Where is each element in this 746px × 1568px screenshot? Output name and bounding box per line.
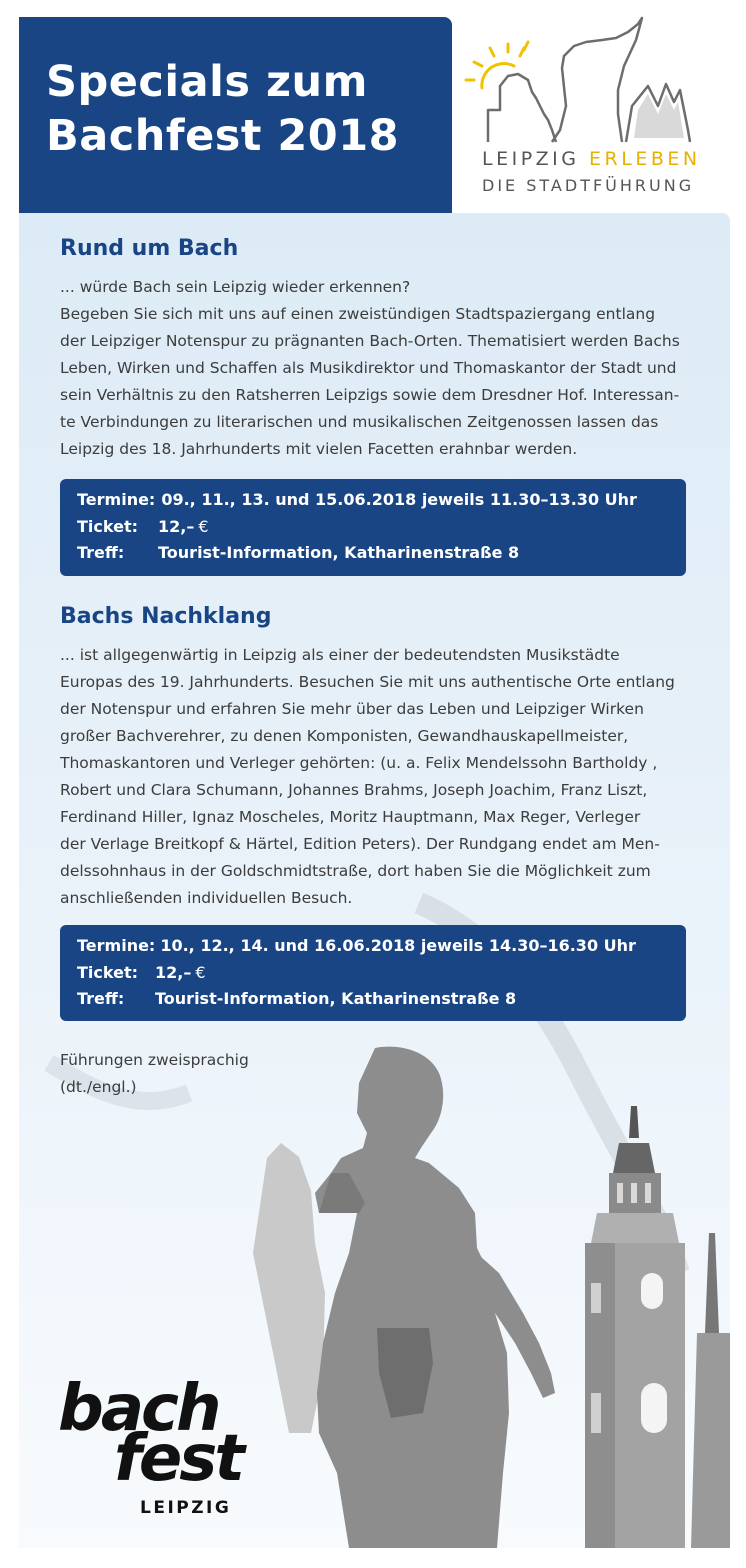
info-box-bachs-nachklang [60,925,686,1021]
treff-row: Treff: Tourist-Information, Katharinenstraße 8 [77,989,517,1008]
header-banner [19,17,452,213]
section1-body: ... würde Bach sein Leipzig wieder erkennen? Begeben Sie sich mit uns auf einen zweistündigen Stadtspaziergang entlang der Leipziger Notenspur zu prägnanten Bach-Orten. Thematisiert werden Bachs Leben, Wirken und Schaffen als Musikdirektor und Thomaskantor der Stadt und sein Verhältnis zu den Ratsherren Leipzigs sowie dem Dresdner Hof. Interessan- te Verbindungen zu literarischen und musikalischen Zeitgenossen lassen das Leipzig des 18. Jahrhunderts mit vielen Facetten erahnbar werden. [60,278,680,458]
bachfest-leipzig-logo: bach fest LEIPZIG [58,1372,242,1518]
leipzig-erleben-logo [452,10,746,210]
termine-row: Termine: 10., 12., 14. und 16.06.2018 jeweils 14.30–16.30 Uhr [77,936,636,955]
info-box-rund-um-bach [60,479,686,576]
termine-row: Termine: 09., 11., 13. und 15.06.2018 jeweils 11.30–13.30 Uhr [77,490,637,509]
page-title [46,55,399,163]
ticket-row: Ticket: 12,– € [77,962,206,982]
logo-wordmark: LEIPZIG ERLEBEN [482,148,701,170]
title-line-2: Bachfest 2018 [46,111,400,161]
treff-row: Treff: Tourist-Information, Katharinenstraße 8 [77,543,520,562]
section2-body: ... ist allgegenwärtig in Leipzig als einer der bedeutendsten Musikstädte Europas des 19. Jahrhunderts. Besuchen Sie mit uns authentische Orte entlang der Notenspur und erfahren Sie mehr über das Leben und Leipziger Wirken großer Bachverehrer, zu denen Komponisten, Gewandhauskapellmeister, Thomaskantoren und Verleger gehörten: (u. a. Felix Mendelssohn Bartholdy , Robert und Clara Schumann, Johannes Brahms, Joseph Joachim, Franz Liszt, Ferdinand Hiller, Ignaz Moscheles, Moritz Hauptmann, Max Reger, Verleger der Verlage Breitkopf & Härtel, Edition Peters). Der Rundgang endet am Men- delssohnhaus in der Goldschmidtstraße, dort haben Sie die Möglichkeit zum anschließenden individuellen Besuch. [60,646,675,907]
ticket-row: Ticket: 12,– € [77,516,209,536]
leipzig-skyline-icon [452,10,746,150]
section-heading-rund-um-bach: Rund um Bach [60,236,239,261]
language-note: Führungen zweisprachig (dt./engl.) [60,1051,249,1096]
logo-subtitle: DIE STADTFÜHRUNG [482,176,695,195]
title-line-1: Specials zum [46,57,368,107]
section-heading-bachs-nachklang: Bachs Nachklang [60,604,272,629]
